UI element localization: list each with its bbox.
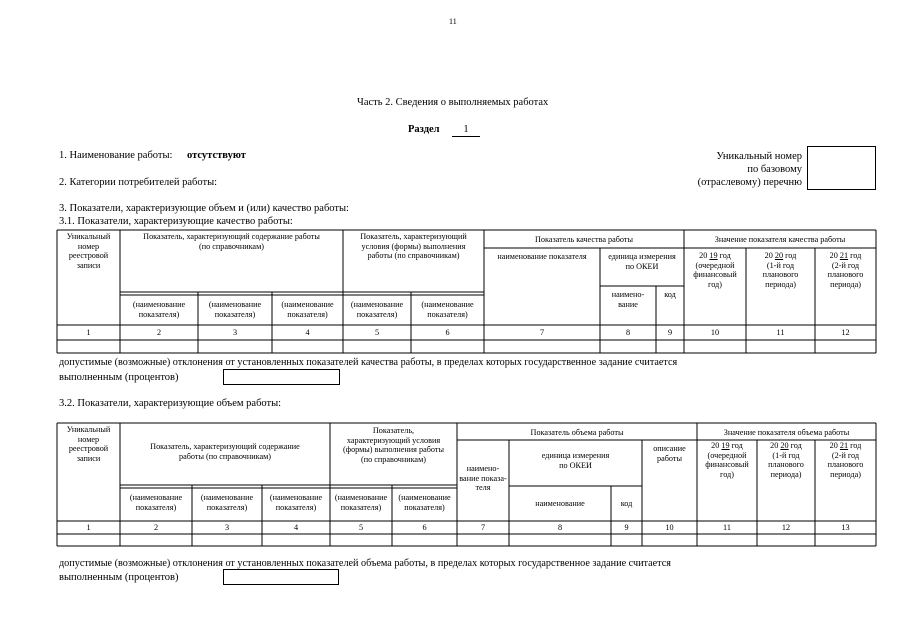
v-col-number-10: 10: [665, 523, 674, 532]
section-label: Раздел: [408, 124, 440, 135]
q-col-number-10: 10: [710, 328, 720, 337]
v-header-description: описание работы: [653, 444, 686, 463]
q-col-number-1: 1: [86, 328, 91, 337]
q-header-conditions: Показатель, характеризующий условия (формы) выполнения работы (по справочникам): [360, 232, 467, 261]
v-header-unique-record: Уникальный номер реестровой записи: [66, 425, 111, 463]
v-header-conditions: Показатель, характеризующий условия (формы) выполнения работы (по справочникам): [343, 426, 444, 464]
v-col-number-7: 7: [480, 523, 486, 532]
v-col-number-4: 4: [293, 523, 299, 532]
q-col-number-4: 4: [305, 328, 310, 337]
q-header-year3: 20 21 год (2-й год планового периода): [827, 251, 864, 289]
part-title: Часть 2. Сведения о выполняемых работах: [357, 97, 549, 108]
q-header-unit: единица измерения по ОКЕИ: [608, 252, 676, 271]
q-sub-header-5: (наименование показателя): [350, 300, 404, 319]
q-sub-header-6: (наименование показателя): [421, 300, 474, 319]
q-header-indicator: Показатель качества работы: [535, 235, 633, 244]
v-sub-header-4: (наименование показателя): [269, 493, 323, 512]
v-sub-header-2: (наименование показателя): [129, 493, 183, 512]
section-number: 1: [452, 124, 480, 137]
q-col-number-5: 5: [374, 328, 380, 337]
q-header-content: Показатель, характеризующий содержание работы (по справочникам): [143, 232, 320, 251]
unique-number-line1: Уникальный номер: [716, 151, 802, 162]
q-header-year2: 20 20 год (1-й год планового периода): [762, 251, 799, 289]
q-sub-header-4: (наименование показателя): [281, 300, 334, 319]
q-header-unit-name: наимено- вание: [611, 290, 645, 309]
volume-heading: 3.2. Показатели, характеризующие объем работы:: [59, 398, 282, 409]
v-col-number-3: 3: [224, 523, 230, 532]
tolerance-quality-line2: выполненным (процентов): [59, 372, 179, 383]
v-col-number-8: 8: [557, 523, 563, 532]
v-header-year3: 20 21 год (2-й год планового периода): [827, 441, 864, 479]
v-col-number-12: 12: [781, 523, 791, 532]
q-header-indicator-name: наименование показателя: [497, 252, 587, 261]
v-header-unit-code: код: [620, 499, 633, 508]
v-col-number-11: 11: [723, 523, 731, 532]
consumers-label: 2. Категории потребителей работы:: [59, 177, 218, 188]
q-col-number-9: 9: [667, 328, 673, 337]
q-col-number-12: 12: [841, 328, 850, 337]
q-header-value: Значение показателя качества работы: [714, 235, 846, 244]
v-col-number-13: 13: [841, 523, 850, 532]
tolerance-volume-line2: выполненным (процентов): [59, 572, 179, 583]
unique-number-line2: по базовому: [747, 164, 802, 175]
unique-number-line3: (отраслевому) перечню: [697, 177, 802, 188]
work-name-value: отсутствуют: [187, 150, 246, 161]
page-number: 11: [449, 17, 457, 26]
q-header-unique-record: Уникальный номер реестровой записи: [66, 232, 111, 270]
v-col-number-9: 9: [624, 523, 629, 532]
q-header-unit-code: код: [664, 290, 676, 299]
q-sub-header-3: (наименование показателя): [208, 300, 262, 319]
tolerance-volume-input[interactable]: [223, 569, 339, 585]
q-sub-header-2: (наименование показателя): [132, 300, 186, 319]
v-sub-header-5: (наименование показателя): [334, 493, 388, 512]
v-header-indicator: Показатель объема работы: [530, 428, 624, 437]
v-col-number-2: 2: [153, 523, 159, 532]
tolerance-quality-line1: допустимые (возможные) отклонения от установленных показателей качества работы, в пределах которых государственное задание считается: [59, 357, 678, 368]
q-header-year1: 20 19 год (очередной финансовый год): [693, 251, 737, 289]
work-name-label: 1. Наименование работы:: [59, 150, 173, 161]
q-col-number-6: 6: [445, 328, 450, 337]
tolerance-quality-input[interactable]: [223, 369, 340, 385]
v-col-number-5: 5: [358, 523, 364, 532]
q-col-number-3: 3: [232, 328, 238, 337]
tolerance-volume-line1: допустимые (возможные) отклонения от установленных показателей объема работы, в пределах которых государственное задание считается: [59, 558, 671, 569]
v-col-number-1: 1: [86, 523, 91, 532]
v-header-value: Значение показателя объема работы: [723, 428, 850, 437]
v-col-number-6: 6: [422, 523, 427, 532]
q-col-number-7: 7: [539, 328, 545, 337]
q-col-number-2: 2: [156, 328, 162, 337]
v-header-unit-name: наименование: [535, 499, 585, 508]
q-col-number-11: 11: [776, 328, 785, 337]
v-header-year2: 20 20 год (1-й год планового периода): [768, 441, 804, 479]
v-sub-header-6: (наименование показателя): [398, 493, 451, 512]
q-col-number-8: 8: [625, 328, 631, 337]
v-header-year1: 20 19 год (очередной финансовый год): [705, 441, 749, 479]
v-sub-header-3: (наименование показателя): [200, 493, 254, 512]
quality-heading: 3.1. Показатели, характеризующие качество работы:: [59, 216, 293, 227]
v-header-indicator-name: наимено- вание показа- теля: [459, 464, 507, 493]
v-header-unit: единица измерения по ОКЕИ: [541, 451, 610, 470]
v-header-content: Показатель, характеризующий содержание работы (по справочникам): [150, 442, 300, 461]
indicators-heading: 3. Показатели, характеризующие объем и (или) качество работы:: [59, 203, 349, 214]
